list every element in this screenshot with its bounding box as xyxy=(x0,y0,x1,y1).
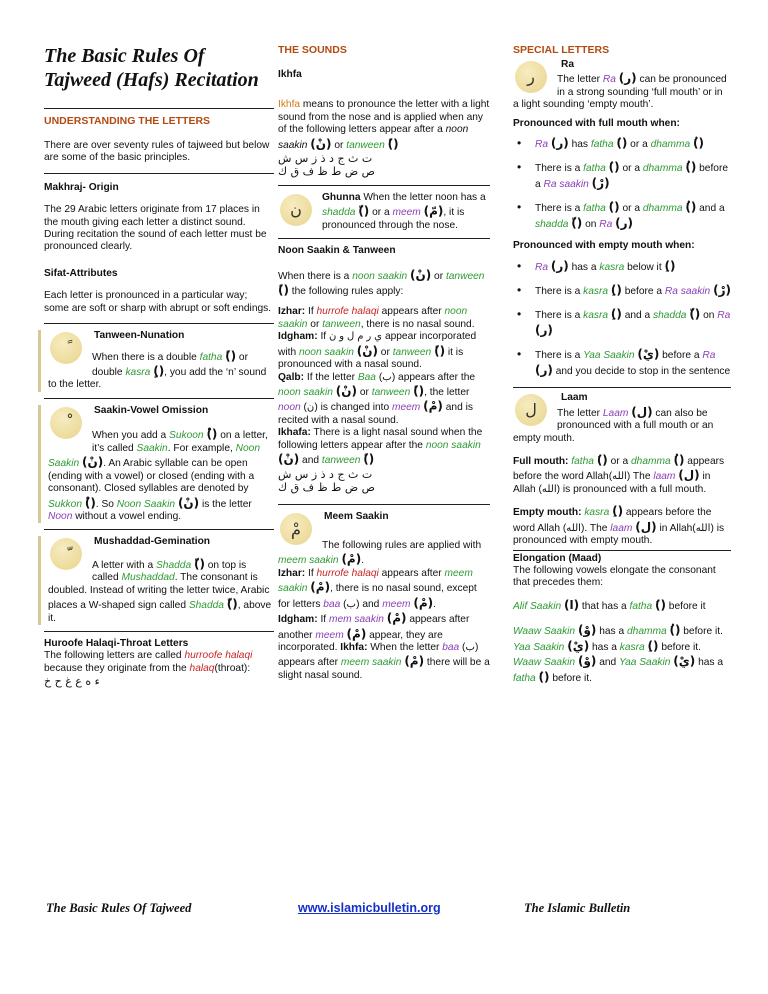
elongation-intro: The following vowels elongate the consonant that precedes them: xyxy=(513,565,716,589)
shadda-text: A letter with a Shadda (ّ) on top is called Mushaddad. The consonant is doubled. Instead of writing the letter twice, Arabic places a W-shaped sign called Shadda (ّ), above it. xyxy=(48,556,272,624)
empty-mouth-heading: Pronounced with empty mouth when: xyxy=(513,240,695,252)
noon-saakin-tanween-heading: Noon Saakin & Tanween xyxy=(278,245,396,257)
throat-letters: ء ه ع غ ح خ xyxy=(44,675,100,689)
ikhfa-letters-row-3: ت ث ج د ذ ز س ش xyxy=(278,467,373,481)
section-heading-special: SPECIAL LETTERS xyxy=(513,44,610,56)
sukoon-text: When you add a Sukoon (ْ) on a letter, it’s called Saakin. For example, Noon Saakin (نْ). An Arabic syllable can be open (ending with a vowel) or closed (ending with a consonant). Closed syllables are denoted by Sukkon (ْ). So Noon Saakin (نْ) is the letter Noon without a vowel ending. xyxy=(48,427,268,522)
divider xyxy=(44,108,274,109)
page-title: The Basic Rules Of Tajweed (Hafs) Recitation xyxy=(44,45,259,91)
tanween-section xyxy=(44,330,274,392)
ikhfa-text: Ikhfa means to pronounce the letter with a light sound from the nose and is applied when any of the following letters appear after a noon saakin (نْ) or tanween (ً) xyxy=(278,99,490,151)
divider xyxy=(44,529,274,530)
meem-izhar-rule: Izhar: If hurrofe halaqi appears after meem saakin (مْ), there is no nasal sound, except for letters baa (ب) and meem (مْ). xyxy=(278,567,477,610)
sukoon-section xyxy=(44,405,274,524)
laam-heading: Laam xyxy=(561,392,588,404)
idgham-rule: Idgham: If ي ر م ل و ن appear incorporated with noon saakin (نْ) or tanween (ً) it is pronounced with a nasal sound. xyxy=(278,331,477,371)
divider xyxy=(278,185,490,186)
elongation-heading: Elongation (Maad) xyxy=(513,552,602,564)
ikhfa-heading: Ikhfa xyxy=(278,68,302,80)
ghunna-section xyxy=(278,192,490,232)
tanween-icon xyxy=(50,332,82,364)
list-item: • There is a kasra (ِ) before a Ra saakin (رْ) xyxy=(535,283,731,298)
huroofe-heading: Huroofe Halaqi-Throat Letters xyxy=(44,638,189,650)
huroofe-text: The following letters are called hurroofe halaqi because they originate from the halaq(throat): xyxy=(44,650,253,674)
qalb-rule: Qalb: If the letter Baa (ب) appears after the noon saakin (نْ) or tanween (ً), the letter noon (ن) is changed into meem (مْ) and is recited with a nasal sound. xyxy=(278,371,476,426)
noon-saakin-intro: When there is a noon saakin (نْ) or tanween (ً) the following rules apply: xyxy=(278,267,485,297)
list-item: • Ra (ر) has a kasra below it (ِ) xyxy=(535,259,731,274)
izhar-rule: Izhar: If hurrofe halaqi appears after noon saakin or tanween, there is no nasal sound. xyxy=(278,306,475,330)
meem-saakin-heading: Meem Saakin xyxy=(324,511,389,523)
ghunna-icon: ن xyxy=(280,194,312,226)
list-item: • Ra (ر) has fatha (َ) or a dhamma (ُ) xyxy=(535,136,731,151)
ghunna-text: Ghunna When the letter noon has a shadda (ّ) or a meem (مّ), it is pronounced through the nose. xyxy=(322,191,486,231)
waaw-saakin-rule: Waaw Saakin (وْ) has a dhamma (ُ) before it. Yaa Saakin (يْ) has a kasra (ِ) before it. Waaw Saakin (وْ) and Yaa Saakin (يْ) has a fatha (َ) before it. xyxy=(513,623,723,684)
full-mouth-list xyxy=(535,136,731,231)
column-3 xyxy=(513,40,731,685)
laam-section xyxy=(513,392,731,445)
column-1 xyxy=(44,40,274,689)
tanween-heading: Tanween-Nunation xyxy=(94,330,185,342)
shadda-heading: Mushaddad-Gemination xyxy=(94,536,211,548)
makhraj-text: The 29 Arabic letters originate from 17 places in the mouth giving each letter a distinct sound. During recitation the sound of each letter must be pronounced clearly. xyxy=(44,204,267,253)
ikhfa-letters-row-1: ت ث ج د ذ ز س ش xyxy=(278,151,373,165)
laam-full-mouth: Full mouth: fatha (َ) or a dhamma (ُ) appears before the word Allah(الله) The laam (ل) in Allah (الله) is pronounced with a full mouth. xyxy=(513,452,725,495)
footer-left: The Basic Rules Of Tajweed xyxy=(46,901,192,915)
section-heading-sounds: THE SOUNDS xyxy=(278,44,347,56)
list-item: • There is a kasra (ِ) and a shadda (ّ) on Ra (ر) xyxy=(535,307,731,338)
ikhfa-letters-row-2: ص ض ط ظ ف ق ك xyxy=(278,165,375,179)
makhraj-heading: Makhraj- Origin xyxy=(44,181,119,193)
laam-text: The letter Laam (ل) can also be pronounced with a full mouth or an empty mouth. xyxy=(513,404,714,444)
list-item: • There is a fatha (َ) or a dhamma (ُ) before a Ra saakin (رْ) xyxy=(535,160,731,191)
ikhfa-letters-row-4: ص ض ط ظ ف ق ك xyxy=(278,481,375,495)
section-heading-understanding: UNDERSTANDING THE LETTERS xyxy=(44,115,211,127)
full-mouth-heading: Pronounced with full mouth when: xyxy=(513,117,680,129)
footer-link[interactable]: www.islamicbulletin.org xyxy=(298,901,441,915)
ra-heading: Ra xyxy=(561,58,575,70)
column-2 xyxy=(278,40,490,682)
divider xyxy=(44,398,274,399)
shadda-section xyxy=(44,536,274,625)
sifat-text: Each letter is pronounced in a particular way; some are soft or sharp with abrupt or soft endings. xyxy=(44,290,272,314)
empty-mouth-list xyxy=(535,259,731,379)
tanween-text: When there is a double fatha (ً) or double kasra (ٍ), you add the ‘n’ sound to the letter. xyxy=(48,348,267,391)
meem-idgham-rule: Idgham: If mem saakin (مْ) appears after another meem (مْ) appear, they are incorporated. Ikhfa: When the letter baa (ب) appears after meem saakin (مْ) there will be a slight nasal sound. xyxy=(278,611,490,681)
divider xyxy=(513,387,731,388)
divider xyxy=(278,504,490,505)
alif-saakin-rule: Alif Saakin (ا) that has a fatha (َ) before it xyxy=(513,597,706,612)
list-item: • There is a Yaa Saakin (يْ) before a Ra (ر) and you decide to stop in the sentence xyxy=(535,347,731,378)
meem-saakin-section xyxy=(278,511,490,682)
sukoon-icon xyxy=(50,407,82,439)
divider xyxy=(513,550,731,551)
sukoon-heading: Saakin-Vowel Omission xyxy=(94,404,209,416)
ra-text: The letter Ra (ر) can be pronounced in a strong sounding ‘full mouth’ or in a light sounding ‘empty mouth’. xyxy=(513,71,727,111)
divider xyxy=(44,631,274,632)
intro-text: There are over seventy rules of tajweed but below are some of the basic principles. xyxy=(44,139,270,164)
sifat-heading: Sifat-Attributes xyxy=(44,267,118,279)
meem-saakin-intro: The following rules are applied with meem saakin (مْ). xyxy=(278,539,482,567)
divider xyxy=(44,173,274,174)
laam-empty-mouth: Empty mouth: kasra (ِ) appears before the word Allah (الله). The laam (ل) in Allah(الله) is pronounced with empty mouth. xyxy=(513,504,725,547)
ikhfa-rule: Ikhafa: There is a light nasal sound when the following letters appear after the noon saakin (نْ) and tanween (ً) xyxy=(278,427,483,467)
divider xyxy=(278,238,490,239)
meem-icon: مْ xyxy=(280,513,312,545)
footer-right: The Islamic Bulletin xyxy=(524,901,631,915)
list-item: • There is a fatha (َ) or a dhamma (ُ) and a shadda (ّ) on Ra (ر) xyxy=(535,200,731,231)
divider xyxy=(44,323,274,324)
laam-icon: ل xyxy=(515,394,547,426)
ra-section xyxy=(513,59,731,112)
ra-icon: ر xyxy=(515,61,547,93)
